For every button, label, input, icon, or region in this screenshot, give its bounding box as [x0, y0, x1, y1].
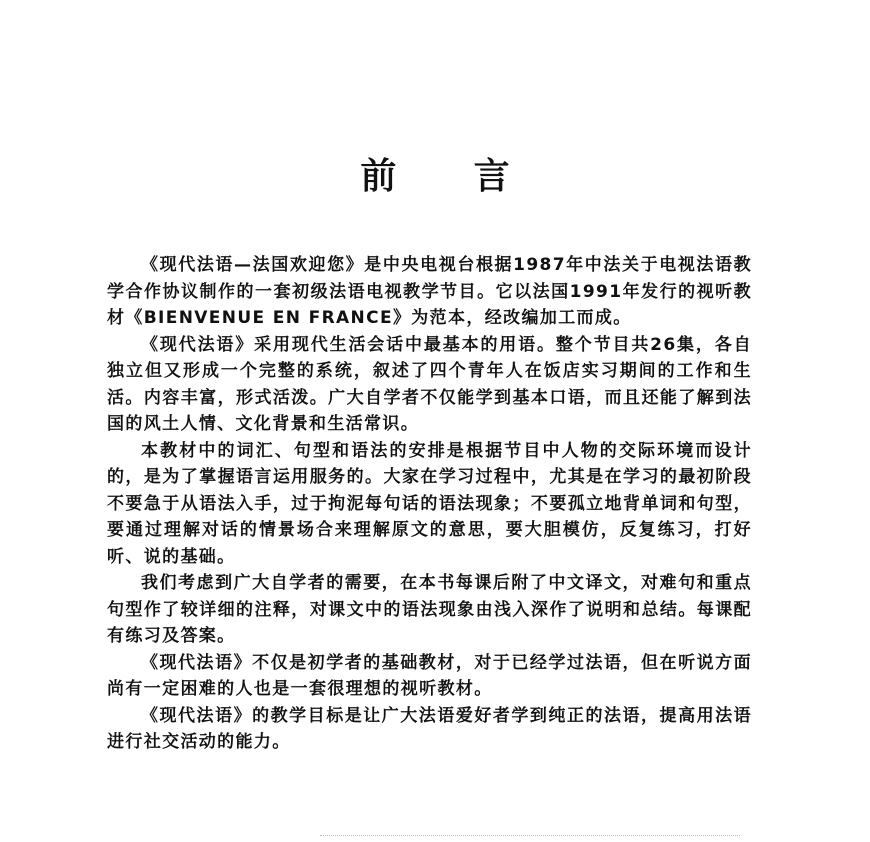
paragraph-2: 《现代法语》采用现代生活会话中最基本的用语。整个节目共26集，各自独立但又形成一个完整的系统，叙述了四个青年人在饭店实习期间的工作和生活。内容丰富，形式活泼。广大自学者不仅能学到基本口语，而且还能了解到法国的风土人情、文化背景和生活常识。	[107, 334, 752, 434]
paragraph-1: 《现代法语—法国欢迎您》是中央电视台根据1987年中法关于电视法语教学合作协议制作的一套初级法语电视教学节目。它以法国1991年发行的视听教材《BIENVENUE EN FRANCE》为范本，经改编加工而成。	[107, 255, 752, 328]
paragraph-5: 《现代法语》不仅是初学者的基础教材，对于已经学过法语，但在听说方面尚有一定困难的人也是一套很理想的视听教材。	[107, 652, 752, 699]
paragraph-3: 本教材中的词汇、句型和语法的安排是根据节目中人物的交际环境而设计的，是为了掌握语言运用服务的。大家在学习过程中，尤其是在学习的最初阶段不要急于从语法入手，过于拘泥每句话的语法现象；不要孤立地背单词和句型，要通过理解对话的情景场合来理解原文的意思，要大胆模仿，反复练习，打好听、说的基础。	[107, 440, 752, 567]
paragraph-4: 我们考虑到广大自学者的需要，在本书每课后附了中文译文，对难句和重点句型作了较详细的注释，对课文中的语法现象由浅入深作了说明和总结。每课配有练习及答案。	[107, 573, 752, 646]
scan-artifact	[320, 833, 740, 836]
body-text	[107, 252, 752, 756]
page-title: 前 言	[360, 156, 543, 197]
paragraph-6: 《现代法语》的教学目标是让广大法语爱好者学到纯正的法语，提高用法语进行社交活动的能力。	[107, 705, 752, 752]
